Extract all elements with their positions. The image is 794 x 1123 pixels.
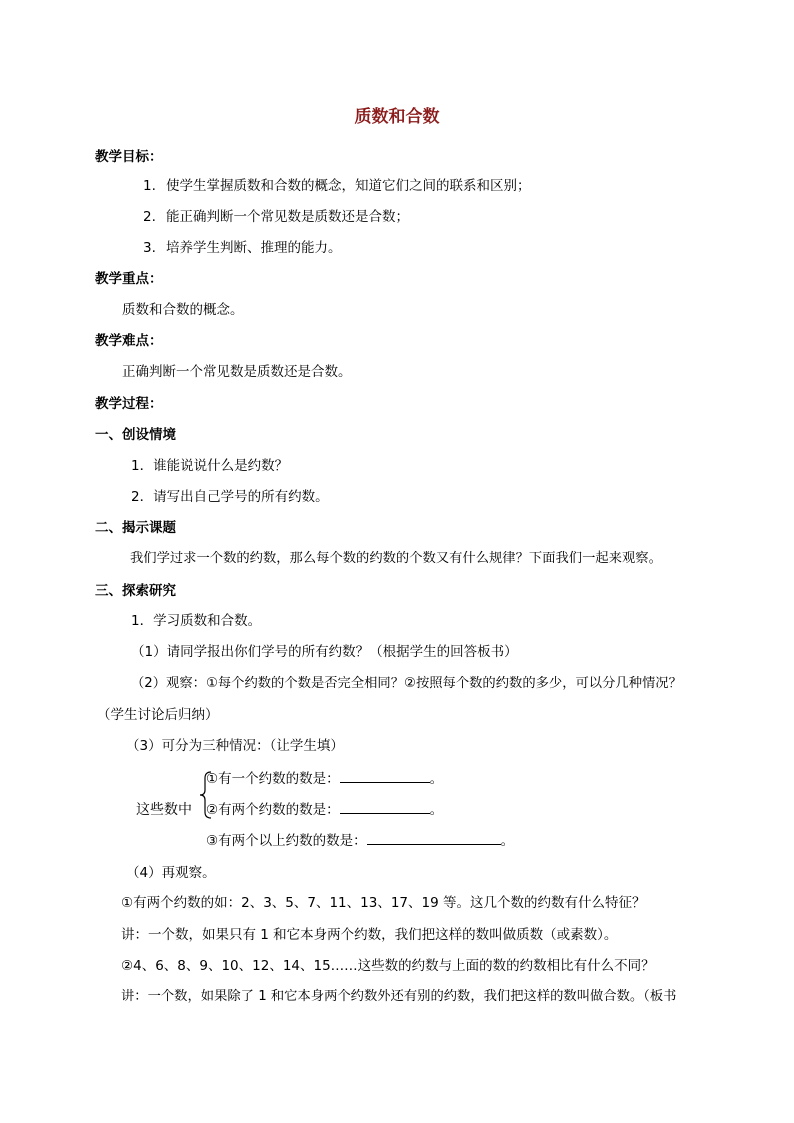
case-2-row bbox=[206, 801, 443, 819]
observation-1: ①有两个约数的如：2、3、5、7、11、13、17、19 等。这几个数的约数有什么特征？ bbox=[121, 895, 646, 911]
case-3-period: 。 bbox=[500, 833, 515, 849]
case-1-row bbox=[206, 770, 443, 788]
objective-1-number: 1. bbox=[143, 178, 156, 194]
difficulty-text: 正确判断一个常见数是质数还是合数。 bbox=[122, 364, 352, 380]
section3-heading: 三、探索研究 bbox=[95, 583, 176, 599]
objective-2-number: 2. bbox=[143, 209, 156, 225]
section3-paragraph-3: （3）可分为三种情况：（让学生填） bbox=[126, 738, 344, 754]
section1-item-1: 1．谁能说说什么是约数？ bbox=[131, 458, 289, 474]
key-text: 质数和合数的概念。 bbox=[122, 302, 244, 318]
observation-1-explanation: 讲：一个数，如果只有 1 和它本身两个约数，我们把这样的数叫做质数（或素数）。 bbox=[121, 927, 618, 943]
case-3-row bbox=[206, 832, 514, 850]
section3-paragraph-2: （2）观察：①每个约数的个数是否完全相同？②按照每个数的约数的多少，可以分几种情况？ bbox=[131, 676, 682, 691]
key-heading: 教学重点： bbox=[95, 271, 163, 287]
observation-2: ②4、6、8、9、10、12、14、15……这些数的约数与上面的数的约数相比有什么不同？ bbox=[121, 958, 655, 974]
objective-1-text: 使学生掌握质数和合数的概念，知道它们之间的联系和区别； bbox=[166, 178, 531, 194]
difficulty-heading: 教学难点： bbox=[95, 333, 163, 349]
section2-text: 我们学过求一个数的约数，那么每个数的约数的个数又有什么规律？下面我们一起来观察。 bbox=[130, 551, 662, 566]
cases-label: 这些数中 bbox=[136, 802, 192, 818]
section1-heading: 一、创设情境 bbox=[95, 427, 176, 443]
case-1-text: ①有一个约数的数是： bbox=[206, 771, 340, 787]
case-3-blank bbox=[367, 832, 501, 845]
section3-item-1: 1．学习质数和合数。 bbox=[131, 613, 262, 629]
objective-3-number: 3. bbox=[143, 240, 156, 256]
case-2-period: 。 bbox=[429, 802, 444, 818]
case-1-blank bbox=[340, 770, 430, 783]
section3-paragraph-1: （1）请同学报出你们学号的所有约数？（根据学生的回答板书） bbox=[131, 644, 518, 660]
document-title: 质数和合数 bbox=[354, 107, 440, 127]
section3-paragraph-4: （4）再观察。 bbox=[126, 865, 216, 881]
case-3-text: ③有两个以上约数的数是： bbox=[206, 833, 367, 849]
objective-3-text: 培养学生判断、推理的能力。 bbox=[166, 240, 342, 256]
section2-heading: 二、揭示课题 bbox=[95, 520, 176, 536]
section3-paragraph-2-continued: （学生讨论后归纳） bbox=[97, 707, 219, 723]
objectives-heading: 教学目标： bbox=[95, 149, 163, 165]
observation-2-explanation: 讲：一个数，如果除了 1 和它本身两个约数外还有别的约数，我们把这样的数叫做合数。（板书 bbox=[121, 989, 677, 1004]
case-1-period: 。 bbox=[429, 771, 444, 787]
section1-item-2: 2．请写出自己学号的所有约数。 bbox=[131, 489, 329, 505]
objective-2-text: 能正确判断一个常见数是质数还是合数； bbox=[166, 209, 409, 225]
process-heading: 教学过程： bbox=[95, 396, 163, 412]
case-2-blank bbox=[340, 801, 430, 814]
case-2-text: ②有两个约数的数是： bbox=[206, 802, 340, 818]
